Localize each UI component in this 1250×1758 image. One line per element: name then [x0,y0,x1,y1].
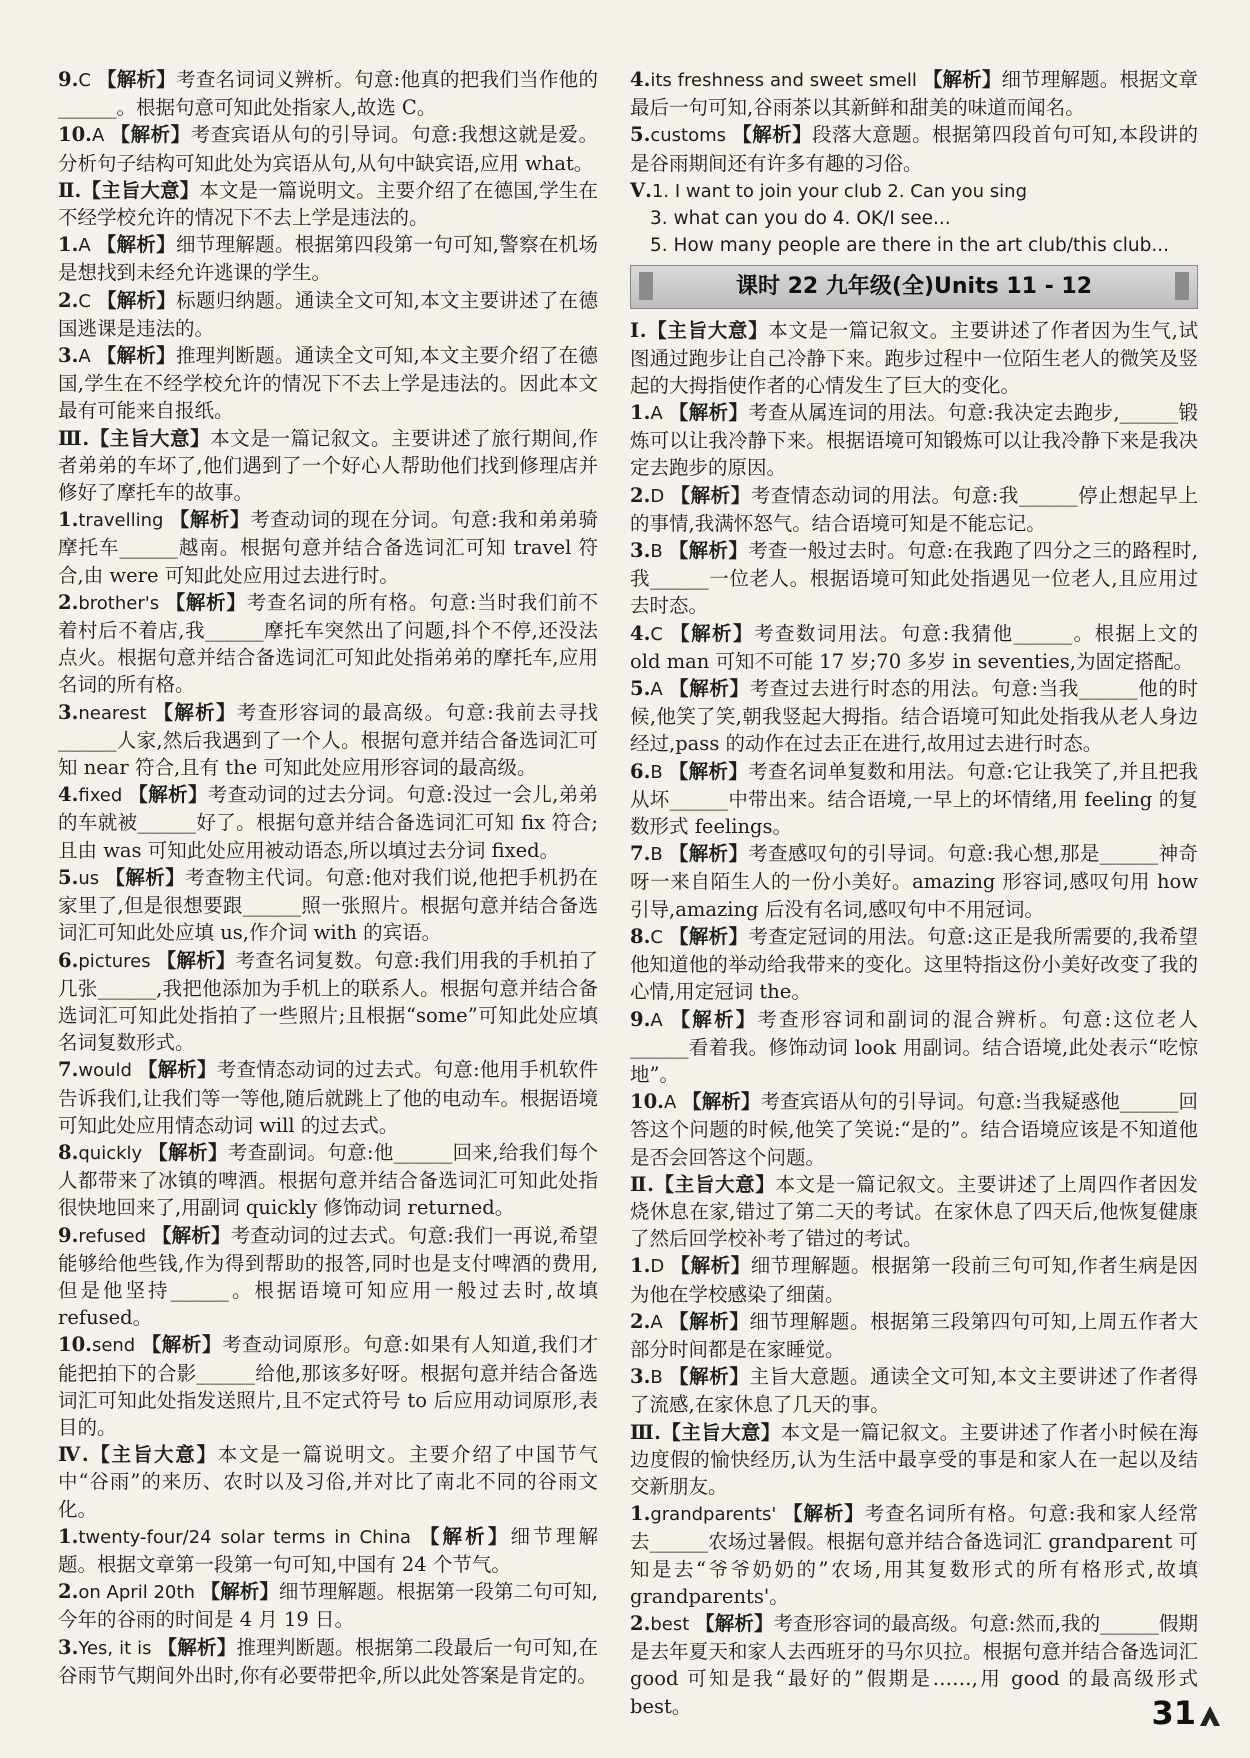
tag-label: 【 主旨大意 】 [89,427,210,450]
section-summary [630,317,1198,399]
question-number: 10. [58,1333,92,1357]
question-number: 4. [58,783,79,807]
question-number: 6. [58,948,79,972]
question-number: 5. [630,123,651,147]
section-label: Ⅱ. [58,178,82,202]
answer-text: travelling [78,510,170,532]
answer-item [58,287,598,342]
explanation-text: 考查过去进行时态的用法。句意:当我______他的时候,他笑了笑,朝我竖起大拇指。结合语境可知此处指我从老人身边经过,pass 的动作在过去正在进行,故用过去进行时态。 [630,677,1198,756]
answer-item [58,1634,598,1689]
answer-text: brother's [78,592,166,614]
question-number: 2. [630,483,651,507]
answer-item [630,66,1198,121]
question-number: 1. [630,1254,651,1278]
answer-item [58,781,598,864]
answer-item [58,506,598,589]
tag-label: 【 解析 】 [669,1365,749,1388]
answer-item [58,699,598,782]
answer-text: pictures [78,950,157,972]
question-number: 7. [630,842,651,866]
section-label: Ⅳ. [58,1443,89,1467]
answer-text: D [650,1256,671,1278]
answer-item [630,482,1198,537]
answer-item [58,1056,598,1139]
explanation-text: 考查宾语从句的引导词。句意:我想这就是爱。分析句子结构可知此处为宾语从句,从句中缺宾语,应用 what。 [58,123,598,175]
explanation-text: 考查副词。句意:他______回来,给我们每个人都带来了冰镇的啤酒。根据句意并结合备选词汇可知此处指很快地回来了,用副词 quickly 修饰动词 returned。 [58,1140,598,1220]
tag-label: 【 主旨大意 】 [89,1443,218,1466]
section-label: Ⅲ. [630,1420,661,1444]
explanation-text: 考查一般过去时。句意:在我跑了四分之三的路程时,我______一位老人。根据语境可知此处指遇见一位老人,且应用过去时态。 [630,539,1198,618]
question-number: 4. [630,68,651,91]
answer-text: on April 20th [78,1582,201,1604]
answer-item [630,1610,1198,1720]
tag-label: 【 解析 】 [105,866,185,889]
tag-label: 【 解析 】 [732,123,812,146]
answer-text: B [650,1367,670,1389]
explanation-text: 细节理解题。根据第四段第一句可知,警察在机场是想找到未经允许逃课的学生。 [58,233,598,285]
section-summary [58,177,598,231]
answer-text: C [650,926,669,948]
question-number: 2. [630,1611,651,1635]
tag-label: 【 解析 】 [157,1636,236,1659]
answer-text: C [78,290,97,312]
section-v [630,177,1198,260]
section-v-line-3: 5. How many people are there in the art club/this club... [650,235,1170,257]
question-number: 10. [58,123,92,147]
answer-item [630,1252,1198,1307]
tag-label: 【 解析 】 [682,1090,760,1113]
tag-label: 【 解析 】 [671,484,751,507]
explanation-text: 考查动词的过去分词。句意:没过一会儿,弟弟的车就被______好了。根据句意并结合备选词汇可知 fix 符合;且由 was 可知此处应用被动语态,所以填过去分词 fixed。 [58,783,598,862]
answer-text: A [78,235,97,257]
explanation-text: 考查动词原形。句意:如果有人知道,我们才能把拍下的合影______给他,那该多好呀。根据句意并结合备选词汇可知此处指发送照片,且不定式符号 to 后应用动词原形,表目的。 [58,1333,598,1439]
section-summary [58,1441,598,1523]
explanation-text: 考查形容词和副词的混合辨析。句意:这位老人______看着我。修饰动词 look 用副词。结合语境,此处表示“吃惊地”。 [630,1007,1198,1086]
lesson-header: 课时 22 九年级(全)Units 11 - 12 [630,265,1198,309]
answer-item [630,840,1198,923]
answer-item [58,121,598,176]
answer-item [58,589,598,699]
answer-text: B [650,541,669,563]
question-number: 4. [630,621,651,645]
section-summary [630,1419,1198,1501]
answer-text: its freshness and sweet smell [650,70,923,91]
explanation-text: 考查情态动词的用法。句意:我______停止想起早上的事情,我满怀怒气。结合语境可知是不能忘记。 [630,483,1198,535]
summary-text: 本文是一篇记叙文。主要讲述了上周四作者因发烧休息在家,错过了第二天的考试。在家休息了四天后,他恢复健康了然后回学校补考了错过的考试。 [630,1172,1198,1251]
question-number: 1. [630,401,651,425]
question-number: 9. [58,1223,79,1247]
answer-item [630,537,1198,620]
question-number: 1. [630,1502,651,1526]
answer-item [58,66,598,121]
explanation-text: 考查名词所有格。句意:我和家人经常去______农场过暑假。根据句意并结合备选词汇 grandparent 可知是去“爷爷奶奶的”农场,用其复数形式的所有格形式,故填 grandparents'。 [630,1502,1198,1608]
summary-text: 本文是一篇说明文。主要介绍了在德国,学生在不经学校允许的情况下不去上学是违法的。 [58,178,598,230]
summary-text: 本文是一篇记叙文。主要讲述了作者小时候在海边度假的愉快经历,认为生活中最享受的事是和家人在一起以及结交新朋友。 [630,1420,1198,1498]
answer-item [630,1500,1198,1610]
answer-text: A [650,1311,669,1333]
question-number: 1. [58,1524,79,1548]
tag-label: 【 解析 】 [138,1058,217,1081]
answer-item [630,923,1198,1006]
section-v-label: Ⅴ. [630,178,652,202]
answer-item [58,1139,598,1222]
answer-item [630,620,1198,675]
answer-item [630,399,1198,482]
answer-item [58,1523,598,1578]
answer-text: send [91,1335,142,1357]
tag-label: 【 解析 】 [669,677,750,700]
tag-label: 【 解析 】 [783,1502,865,1525]
tag-label: 【 主旨大意 】 [647,319,769,342]
summary-text: 本文是一篇记叙文。主要讲述了旅行期间,作者弟弟的车坏了,他们遇到了一个好心人帮助他们找到修理店并修好了摩托车的故事。 [58,426,598,505]
question-number: 3. [630,539,651,563]
explanation-text: 考查数词用法。句意:我猜他______。根据上文的 old man 可知不可能 17 岁;70 多岁 in seventies,为固定搭配。 [630,621,1198,673]
tag-label: 【 解析 】 [669,925,748,948]
summary-text: 本文是一篇说明文。主要介绍了中国节气中“谷雨”的来历、农时以及习俗,并对比了南北不同的谷雨文化。 [58,1443,598,1521]
answer-text: C [78,70,97,91]
tag-label: 【 解析 】 [97,344,176,367]
explanation-text: 考查情态动词的过去式。句意:他用手机软件告诉我们,让我们等一等他,随后就跳上了他的电动车。根据语境可知此处应用情态动词 will 的过去式。 [58,1058,598,1137]
explanation-text: 考查物主代词。句意:他对我们说,他把手机扔在家里了,但是很想要跟______照一张照片。根据句意并结合备选词汇可知此处应填 us,作介词 with 的宾语。 [58,865,598,945]
answer-text: best [650,1613,696,1635]
tag-label: 【 解析 】 [671,1008,758,1031]
tag-label: 【 解析 】 [695,1612,773,1635]
explanation-text: 考查名词复数。句意:我们用我的手机拍了几张______,我把他添加为手机上的联系人。根据句意并结合备选词汇可知此处指拍了一些照片;且根据“some”可知此处应填名词复数形式。 [58,948,598,1055]
tag-label: 【 解析 】 [669,760,748,783]
question-number: 2. [58,288,79,312]
explanation-text: 考查宾语从句的引导词。句意:当我疑惑他______回答这个问题的时候,他笑了笑说:“是的”。结合语境应该是不知道他是否会回答这个问题。 [630,1090,1198,1169]
question-number: 9. [630,1007,651,1031]
tag-label: 【 解析 】 [669,539,748,562]
answer-text: A [650,679,670,701]
right-top-items [630,66,1198,177]
question-number: 1. [58,508,79,532]
tag-label: 【 解析 】 [670,622,754,645]
answer-item [630,675,1198,758]
question-number: 6. [630,759,651,783]
answer-item [630,121,1198,176]
answer-text: us [78,867,106,889]
answer-text: Yes, it is [78,1637,158,1659]
explanation-text: 考查形容词的最高级。句意:然而,我的______假期是去年夏天和家人去西班牙的马尔贝拉。根据句意并结合备选词汇 good 可知是我“最好的”假期是……,用 good 的最高级形式 best。 [630,1611,1198,1718]
answer-text: A [650,403,669,425]
question-number: 3. [58,700,79,724]
page-number: 31 [1151,1694,1196,1732]
tag-label: 【 解析 】 [157,949,236,972]
explanation-text: 段落大意题。根据第四段首句可知,本段讲的是谷雨期间还有许多有趣的习俗。 [630,123,1198,175]
answer-text: B [650,761,669,783]
section-label: Ⅲ. [58,426,90,450]
answer-text: would [78,1060,138,1082]
question-number: 8. [630,924,651,948]
answer-text: B [650,844,669,866]
answer-item [630,758,1198,841]
tag-label: 【 解析 】 [148,1141,228,1164]
question-number: 8. [58,1140,79,1164]
answer-item [58,342,598,425]
explanation-text: 考查感叹句的引导词。句意:我心想,那是______神奇呀一来自陌生人的一份小美好。amazing 形容词,感叹句用 how 引导,amazing 后没有名词,感叹句中不用冠词。 [630,842,1198,921]
question-number: 5. [630,677,651,701]
answer-text: A [650,1009,671,1031]
explanation-text: 细节理解题。根据第一段第二句可知,今年的谷雨的时间是 4 月 19 日。 [58,1580,598,1632]
question-number: 9. [58,68,79,91]
question-number: 3. [58,344,79,368]
question-number: 2. [630,1309,651,1333]
explanation-text: 考查名词词义辨析。句意:他真的把我们当作他的______。根据句意可知此处指家人,故选 C。 [58,68,598,120]
answer-text: C [650,623,671,645]
answer-item [58,1578,598,1633]
answer-text: grandparents' [650,1504,784,1526]
explanation-text: 考查定冠词的用法。句意:这正是我所需要的,我希望他知道他的举动给我带来的变化。这里特指这份小美好改变了我的心情,用定冠词 the。 [630,924,1198,1004]
explanation-text: 推理判断题。通读全文可知,本文主要介绍了在德国,学生在不经学校允许的情况下不去上学是违法的。因此本文最有可能来自报纸。 [58,344,598,423]
explanation-text: 考查动词的过去式。句意:我们一再说,希望能够给他些钱,作为得到帮助的报答,同时也是支付啤酒的费用,但是他坚持______。根据语境可知应用一般过去时,故填 refused。 [58,1223,598,1330]
answer-text: twenty-four/24 solar terms in China [78,1526,420,1548]
answer-text: A [91,125,111,147]
explanation-text: 细节理解题。根据文章最后一句可知,谷雨茶以其新鲜和甜美的味道而闻名。 [630,68,1198,120]
answer-item [630,1308,1198,1363]
tag-label: 【 解析 】 [669,1310,749,1333]
section-v-line-2: 3. what can you do 4. OK/I see... [650,208,951,230]
explanation-text: 考查名词单复数和用法。句意:它让我笑了,并且把我从坏______中带出来。结合语境,一早上的坏情绪,用 feeling 的复数形式 feelings。 [630,759,1198,839]
tag-label: 【 解析 】 [201,1580,279,1603]
answer-item [630,1363,1198,1418]
tag-label: 【 解析 】 [170,508,250,531]
tag-label: 【 解析 】 [128,783,207,806]
answer-item [630,1006,1198,1089]
explanation-text: 细节理解题。根据文章第一段第一句可知,中国有 24 个节气。 [58,1524,598,1576]
answer-text: customs [650,125,733,147]
section-v-line-1: 1. I want to join your club 2. Can you sing [651,180,1028,202]
section-summary [58,425,598,507]
explanation-text: 细节理解题。根据第一段前三句可知,作者生病是因为他在学校感染了细菌。 [630,1254,1198,1306]
section-summary [630,1171,1198,1253]
tag-label: 【 解析 】 [166,591,247,614]
left-column [58,66,598,1689]
answer-text: A [78,346,97,368]
tag-label: 【 主旨大意 】 [81,179,199,202]
answer-item [630,1088,1198,1171]
question-number: 3. [58,1635,79,1659]
answer-text: D [650,485,671,507]
tag-label: 【 解析 】 [97,68,176,91]
question-number: 7. [58,1058,79,1082]
tag-label: 【 解析 】 [97,289,176,312]
tag-label: 【 解析 】 [420,1525,511,1548]
answer-item [58,1331,598,1441]
tag-label: 【 解析 】 [923,68,1002,91]
question-number: 2. [58,1580,79,1604]
answer-item [58,864,598,947]
answer-item [58,1222,598,1332]
tag-label: 【 解析 】 [153,701,236,724]
section-label: Ⅰ. [630,319,647,343]
tag-label: 【 解析 】 [111,123,191,146]
question-number: 5. [58,865,79,889]
explanation-text: 细节理解题。根据第三段第四句可知,上周五作者大部分时间都是在家睡觉。 [630,1309,1198,1361]
question-number: 2. [58,590,79,614]
answer-text: fixed [78,785,129,807]
tag-label: 【 解析 】 [669,842,749,865]
answer-text: quickly [78,1142,149,1164]
explanation-text: 标题归纳题。通读全文可知,本文主要讲述了在德国逃课是违法的。 [58,288,598,340]
tag-label: 【 主旨大意 】 [661,1421,781,1444]
answer-text: nearest [78,702,154,724]
tag-label: 【 解析 】 [97,233,176,256]
section-label: Ⅱ. [630,1172,654,1196]
question-number: 10. [630,1090,664,1114]
answer-item [58,231,598,286]
answer-text: A [663,1092,683,1114]
explanation-text: 考查动词的现在分词。句意:我和弟弟骑摩托车______越南。根据句意并结合备选词汇可知 travel 符合,由 were 可知此处应用过去进行时。 [58,508,598,587]
explanation-text: 主旨大意题。通读全文可知,本文主要讲述了作者得了流感,在家休息了几天的事。 [630,1365,1198,1417]
tag-label: 【 解析 】 [142,1333,223,1356]
answer-item [58,947,598,1057]
explanation-text: 考查名词的所有格。句意:当时我们前不着村后不着店,我______摩托车突然出了问题,抖个不停,还没法点火。根据句意并结合备选词汇可知此处指弟弟的摩托车,应用名词的所有格。 [58,590,598,697]
tag-label: 【 解析 】 [152,1224,231,1247]
publisher-logo-icon [1198,1704,1222,1728]
explanation-text: 考查形容词的最高级。句意:我前去寻找______人家,然后我遇到了一个人。根据句意并结合备选词汇可知 near 符合,且有 the 可知此处应用形容词的最高级。 [58,700,598,780]
right-main-items [630,317,1198,1719]
tag-label: 【 主旨大意 】 [654,1173,776,1196]
explanation-text: 推理判断题。根据第二段最后一句可知,在谷雨节气期间外出时,你有必要带把伞,所以此处答案是肯定的。 [58,1635,598,1687]
tag-label: 【 解析 】 [671,1254,751,1277]
answer-text: refused [78,1225,152,1247]
question-number: 1. [58,233,79,257]
right-column [630,66,1198,1720]
tag-label: 【 解析 】 [669,401,749,424]
summary-text: 本文是一篇记叙文。主要讲述了作者因为生气,试图通过跑步让自己冷静下来。跑步过程中一位陌生老人的微笑及竖起的大拇指使作者的心情发生了巨大的变化。 [630,319,1198,397]
question-number: 3. [630,1365,651,1389]
explanation-text: 考查从属连词的用法。句意:我决定去跑步,______锻炼可以让我冷静下来。根据语境可知锻炼可以让我冷静下来是我决定去跑步的原因。 [630,401,1198,480]
